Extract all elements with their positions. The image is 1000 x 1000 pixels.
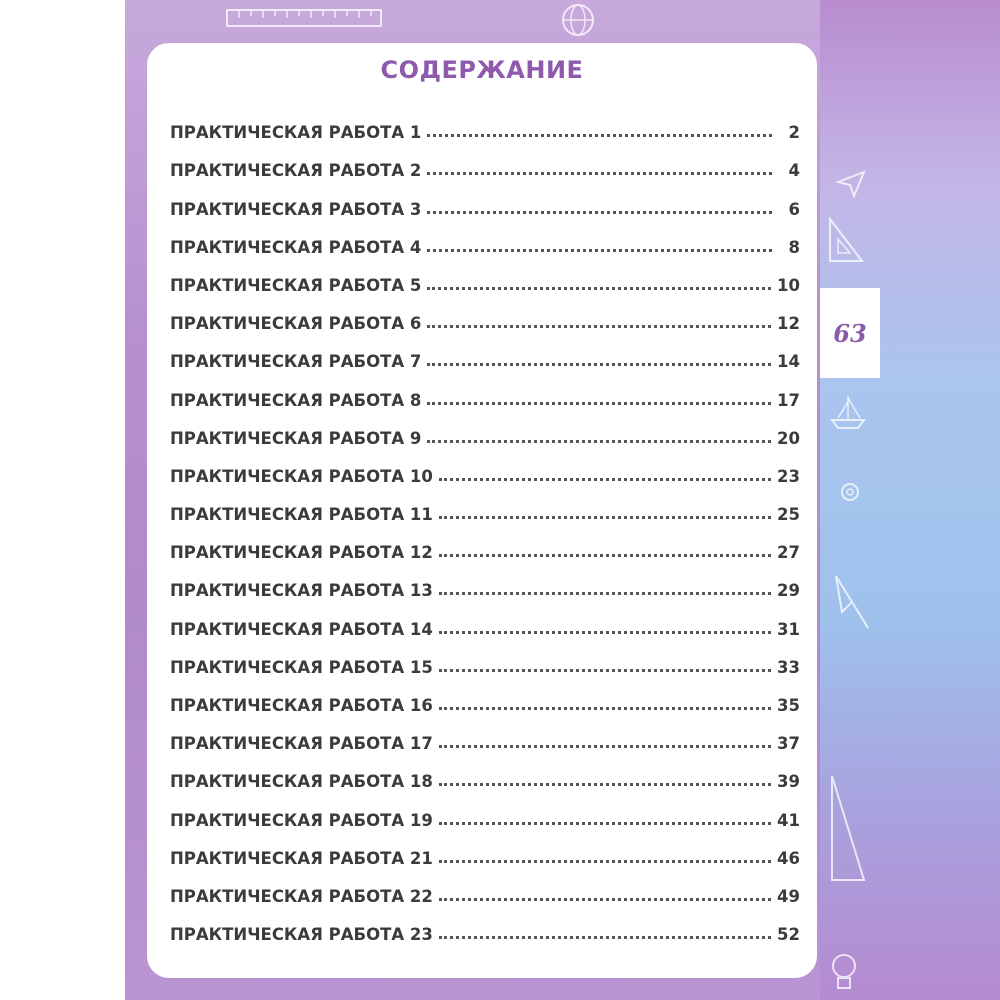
toc-entry-title: ПРАКТИЧЕСКАЯ РАБОТА 19	[170, 810, 433, 830]
toc-entry-page: 35	[777, 696, 800, 715]
toc-entry	[170, 333, 800, 371]
toc-entry-page: 27	[777, 543, 800, 563]
paper-plane-icon	[832, 572, 872, 632]
toc-entry-title: ПРАКТИЧЕСКАЯ РАБОТА 12	[170, 543, 433, 563]
toc-entry	[170, 448, 800, 486]
toc-entry-page: 23	[777, 466, 800, 486]
toc-entry	[170, 868, 800, 906]
dot-leader	[427, 402, 771, 405]
toc-entry-page: 46	[777, 848, 800, 868]
toc-entry-title: ПРАКТИЧЕСКАЯ РАБОТА 5	[170, 275, 422, 295]
paper-boat-icon	[828, 392, 868, 432]
toc-entry	[170, 562, 800, 600]
toc-entry-page: 25	[777, 505, 800, 525]
toc-entry	[170, 791, 800, 829]
toc-entry-title: ПРАКТИЧЕСКАЯ РАБОТА 15	[170, 657, 433, 677]
dot-leader	[427, 211, 772, 214]
triangle-ruler-icon	[826, 215, 866, 265]
dot-leader	[427, 440, 771, 443]
toc-entry-page: 14	[777, 352, 800, 372]
toc-entry	[170, 639, 800, 677]
toc-entry	[170, 180, 800, 218]
toc-entry-title: ПРАКТИЧЕСКАЯ РАБОТА 7	[170, 352, 422, 372]
dot-leader	[427, 363, 771, 366]
toc-entry-page: 20	[777, 428, 800, 448]
triangle-ruler-icon	[826, 770, 870, 890]
toc-entry-page: 10	[777, 275, 800, 295]
dot-leader	[439, 516, 771, 519]
toc-entry-page: 2	[788, 123, 800, 143]
dot-leader	[439, 745, 771, 748]
toc-entry-title: ПРАКТИЧЕСКАЯ РАБОТА 13	[170, 581, 433, 601]
toc-entry	[170, 104, 800, 142]
toc-entry-page: 6	[788, 199, 800, 219]
toc-entry	[170, 677, 800, 715]
toc-entry-title: ПРАКТИЧЕСКАЯ РАБОТА 21	[170, 848, 433, 868]
dot-leader	[427, 249, 772, 252]
toc-entry	[170, 906, 800, 944]
toc-entry-title: ПРАКТИЧЕСКАЯ РАБОТА 14	[170, 619, 433, 639]
toc-entry-page: 17	[777, 390, 800, 410]
toc-entry	[170, 371, 800, 409]
toc-entry	[170, 600, 800, 638]
dot-leader	[439, 478, 771, 481]
toc-entry-page: 52	[777, 925, 800, 945]
toc-entry-page: 37	[777, 734, 800, 754]
dot-leader	[439, 707, 771, 710]
lightbulb-icon	[826, 950, 862, 994]
toc-entry	[170, 830, 800, 868]
dot-leader	[439, 631, 771, 634]
toc-entry-title: ПРАКТИЧЕСКАЯ РАБОТА 18	[170, 772, 433, 792]
toc-entry-title: ПРАКТИЧЕСКАЯ РАБОТА 9	[170, 428, 422, 448]
toc-entry	[170, 753, 800, 791]
toc-entry	[170, 715, 800, 753]
table-of-contents	[170, 104, 800, 944]
dot-leader	[439, 554, 771, 557]
toc-entry	[170, 410, 800, 448]
toc-entry-page: 29	[777, 581, 800, 601]
toc-entry-title: ПРАКТИЧЕСКАЯ РАБОТА 1	[170, 123, 422, 143]
page-number: 63	[833, 318, 867, 348]
dot-leader	[439, 898, 771, 901]
toc-entry	[170, 219, 800, 257]
toc-entry-page: 12	[777, 314, 800, 334]
toc-entry-page: 31	[777, 619, 800, 639]
toc-entry-title: ПРАКТИЧЕСКАЯ РАБОТА 6	[170, 314, 422, 334]
toc-entry	[170, 295, 800, 333]
dot-leader	[427, 287, 771, 290]
toc-entry-title: ПРАКТИЧЕСКАЯ РАБОТА 2	[170, 161, 422, 181]
ruler-icon	[225, 6, 385, 30]
globe-icon	[556, 2, 600, 42]
toc-entry-page: 8	[788, 237, 800, 257]
page-number-tab	[820, 288, 880, 378]
dot-leader	[439, 592, 771, 595]
toc-entry-title: ПРАКТИЧЕСКАЯ РАБОТА 4	[170, 237, 422, 257]
page-title: СОДЕРЖАНИЕ	[380, 56, 584, 84]
toc-entry-title: ПРАКТИЧЕСКАЯ РАБОТА 3	[170, 199, 422, 219]
paper-plane-icon	[836, 168, 866, 198]
toc-entry-title: ПРАКТИЧЕСКАЯ РАБОТА 8	[170, 390, 422, 410]
toc-entry-title: ПРАКТИЧЕСКАЯ РАБОТА 17	[170, 734, 433, 754]
toc-entry-page: 39	[777, 772, 800, 792]
dot-leader	[439, 860, 771, 863]
toc-entry-page: 33	[777, 657, 800, 677]
toc-entry	[170, 524, 800, 562]
contents-card	[147, 43, 817, 978]
toc-entry-title: ПРАКТИЧЕСКАЯ РАБОТА 16	[170, 696, 433, 715]
dot-leader	[427, 134, 772, 137]
toc-entry-title: ПРАКТИЧЕСКАЯ РАБОТА 11	[170, 505, 433, 525]
dot-leader	[439, 669, 771, 672]
dot-leader	[439, 936, 771, 939]
toc-entry	[170, 486, 800, 524]
dot-leader	[439, 783, 771, 786]
toc-entry-title: ПРАКТИЧЕСКАЯ РАБОТА 10	[170, 466, 433, 486]
dot-leader	[427, 325, 771, 328]
dot-leader	[439, 822, 771, 825]
toc-entry-title: ПРАКТИЧЕСКАЯ РАБОТА 23	[170, 925, 433, 945]
toc-entry-page: 41	[777, 810, 800, 830]
toc-entry	[170, 257, 800, 295]
toc-entry-page: 4	[788, 161, 800, 181]
gear-icon	[836, 478, 864, 506]
toc-entry	[170, 142, 800, 180]
dot-leader	[427, 172, 772, 175]
toc-entry-title: ПРАКТИЧЕСКАЯ РАБОТА 22	[170, 886, 433, 906]
toc-entry-page: 49	[777, 886, 800, 906]
